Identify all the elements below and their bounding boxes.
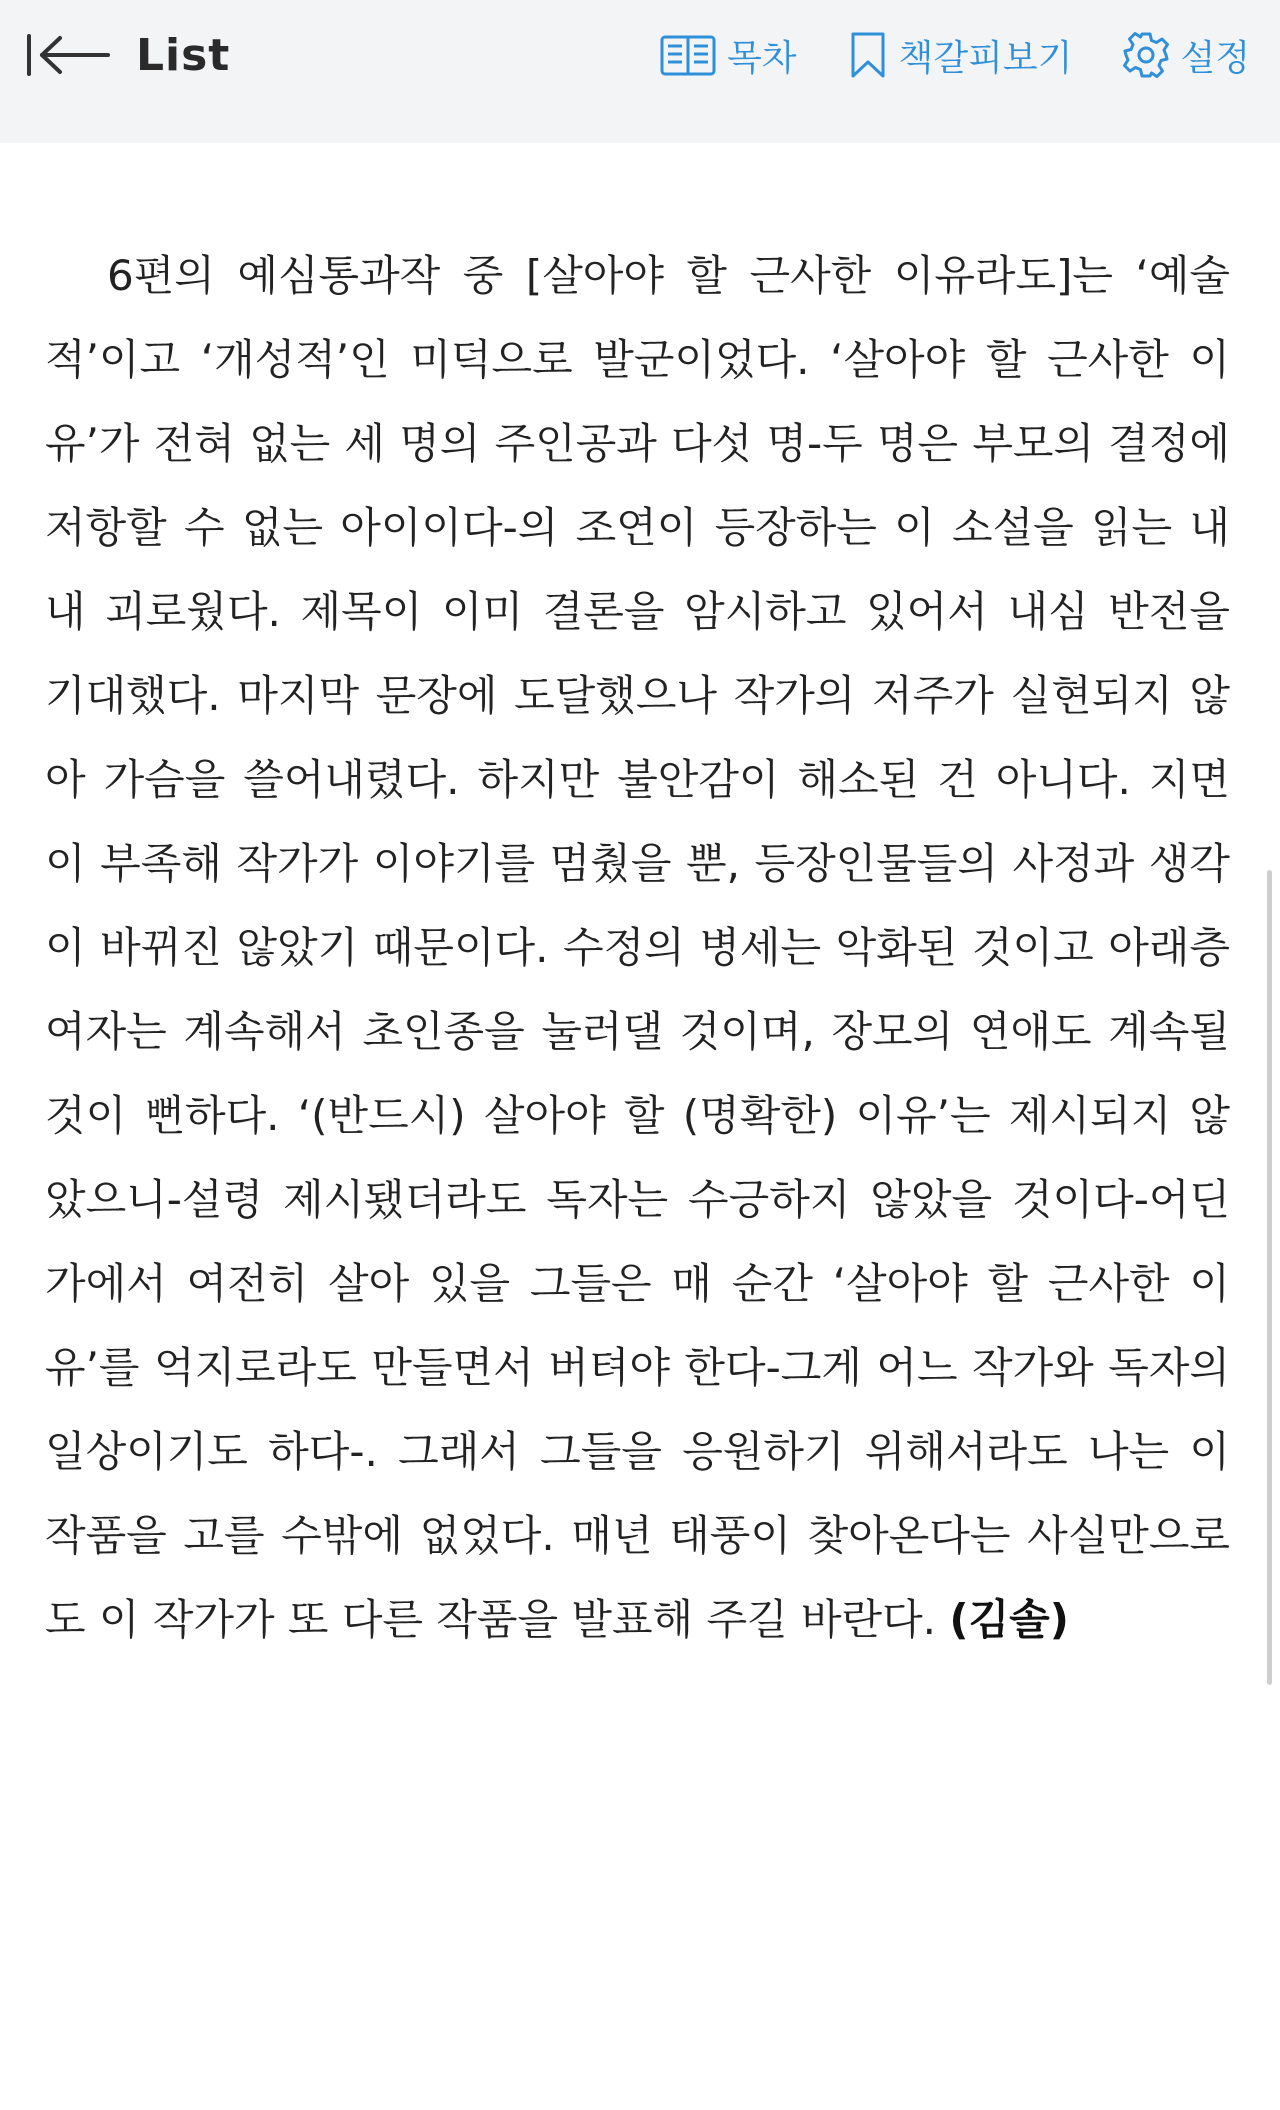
scrollbar[interactable] [1267,870,1272,1685]
back-label: List [136,29,231,81]
toolbar-actions [659,25,1250,85]
settings-label: 설정 [1180,37,1250,79]
article-paragraph [45,234,1230,1662]
settings-button[interactable] [1122,30,1250,81]
back-arrow-icon [26,32,110,78]
book-icon [659,32,717,78]
toc-label: 목차 [726,37,797,79]
gear-icon [1122,31,1170,79]
top-toolbar [0,0,1280,143]
bookmark-icon [847,30,889,80]
bookmarks-label: 책갈피보기 [898,37,1073,79]
article-content [45,234,1230,1662]
toc-button[interactable] [659,30,797,81]
article-body: 6편의 예심통과작 중 [살아야 할 근사한 이유라도]는 ‘예술적’이고 ‘개성적’인 미덕으로 발군이었다. ‘살아야 할 근사한 이유’가 전혀 없는 세 명의 주인공과 다섯 명-두 명은 부모의 결정에 저항할 수 없는 아이이다-의 조연이 등장하는 이 소설을 읽는 내내 괴로웠다. 제목이 이미 결론을 암시하고 있어서 내심 반전을 기대했다. 마지막 문장에 도달했으나 작가의 저주가 실현되지 않아 가슴을 쓸어내렸다. 하지만 불안감이 해소된 건 아니다. 지면이 부족해 작가가 이야기를 멈췄을 뿐, 등장인물들의 사정과 생각이 바뀌진 않았기 때문이다. 수정의 병세는 악화된 것이고 아래층 여자는 계속해서 초인종을 눌러댈 것이며, 장모의 연애도 계속될 것이 뻔하다. ‘(반드시) 살아야 할 (명확한) 이유’는 제시되지 않았으니-설령 제시됐더라도 독자는 수긍하지 않았을 것이다-어딘가에서 여전히 살아 있을 그들은 매 순간 ‘살아야 할 근사한 이유’를 억지로라도 만들면서 버텨야 한다-그게 어느 작가와 독자의 일상이기도 하다-. 그래서 그들을 응원하기 위해서라도 나는 이 작품을 고를 수밖에 없었다. 매년 태풍이 찾아온다는 사실만으로도 이 작가가 또 다른 작품을 발표해 주길 바란다. [45,251,1230,1644]
bookmarks-button[interactable] [847,30,1073,81]
author-name: (김솔) [949,1595,1069,1644]
back-to-list-button[interactable] [26,25,230,85]
